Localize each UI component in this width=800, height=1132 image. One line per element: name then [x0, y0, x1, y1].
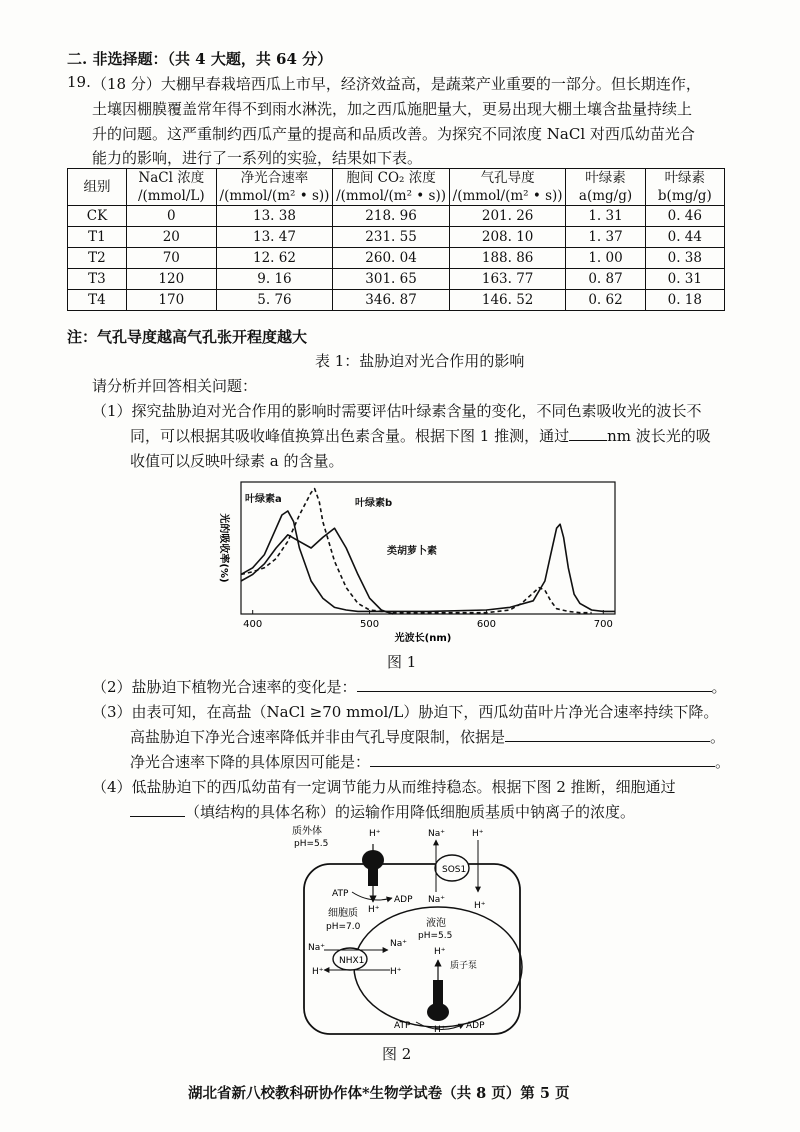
table-cell: 1. 37	[566, 227, 645, 248]
table-cell: 20	[126, 227, 216, 248]
answer-blank-wavelength[interactable]	[569, 440, 607, 441]
table-row	[68, 248, 725, 269]
x-axis-label: 光波长(nm)	[394, 633, 452, 644]
table-cell: 1. 31	[566, 206, 645, 227]
sub1-line-1: （1）探究盐胁迫对光合作用的影响时需要评估叶绿素含量的变化，不同色素吸收光的波长不	[92, 402, 702, 420]
adp-label-bottom: ADP	[466, 1021, 485, 1031]
series-label: 类胡萝卜素	[387, 546, 437, 557]
table-cell: T3	[68, 269, 127, 290]
outside-ph-label: pH=5.5	[294, 839, 329, 849]
sub4-line-2	[130, 801, 635, 822]
table-cell: CK	[68, 206, 127, 227]
table-cell: 146. 52	[449, 290, 566, 311]
x-tick-label: 700	[593, 619, 613, 630]
vacuole-label: 液泡	[426, 918, 446, 929]
na-plus-in-label: Na⁺	[428, 895, 445, 905]
sub4-line-1: （4）低盐胁迫下的西瓜幼苗有一定调节能力从而维持稳态。根据下图 2 推断，细胞通过	[92, 778, 676, 796]
sub1-line-2-text: 同，可以根据其吸收峰值换算出色素含量。根据下图 1 推测，通过	[130, 427, 570, 445]
table-header	[449, 169, 566, 206]
table-cell: 12. 62	[216, 248, 333, 269]
question-intro-line-3: 升的问题。这严重制约西瓜产量的提高和品质改善。为探究不同浓度 NaCl 对西瓜幼苗光合	[92, 125, 695, 143]
analysis-prompt: 请分析并回答相关问题：	[92, 377, 258, 395]
table-row	[68, 290, 725, 311]
table-cell: 120	[126, 269, 216, 290]
table-cell: 9. 16	[216, 269, 333, 290]
ion-transport-diagram	[290, 822, 530, 1040]
table-cell: 260. 04	[333, 248, 450, 269]
table-cell: 218. 96	[333, 206, 450, 227]
na-plus-cyto-label: Na⁺	[308, 943, 325, 953]
table-row	[68, 206, 725, 227]
table-cell: 201. 26	[449, 206, 566, 227]
question-intro-line-1: （18 分）大棚早春栽培西瓜上市早，经济效益高，是蔬菜产业重要的一部分。但长期连作，	[92, 75, 701, 93]
table-header	[216, 169, 333, 206]
table-row	[68, 227, 725, 248]
sub3-line-1: （3）由表可知，在高盐（NaCl ≥70 mmol/L）胁迫下，西瓜幼苗叶片净光合速率持续下降。	[92, 703, 719, 721]
h-plus-vacuole-label: H⁺	[390, 967, 402, 977]
series-label: 叶绿素a	[245, 494, 282, 505]
sub2-text	[92, 676, 727, 697]
table-header	[126, 169, 216, 206]
table-cell: 5. 76	[216, 290, 333, 311]
h-plus-in-sos1-label: H⁺	[474, 901, 486, 911]
h-plus-bottom-label: H⁺	[434, 1025, 446, 1035]
sub3-line-2	[130, 726, 725, 747]
table-cell: 13. 47	[216, 227, 333, 248]
table-header-label: 组别	[83, 179, 111, 195]
nhx1-label: NHX1	[339, 956, 365, 966]
h-plus-cyto-label: H⁺	[312, 967, 324, 977]
table-header	[645, 169, 724, 206]
table-cell: 0. 87	[566, 269, 645, 290]
outside-label: 质外体	[292, 826, 322, 837]
table-cell: 13. 38	[216, 206, 333, 227]
membrane-proton-pump	[362, 844, 384, 902]
table-cell: 0	[126, 206, 216, 227]
adp-label-top: ADP	[394, 895, 413, 905]
h-plus-out-sos1-label: H⁺	[472, 829, 484, 839]
table-header	[566, 169, 645, 206]
question-intro-line-4: 能力的影响，进行了一系列的实验，结果如下表。	[92, 149, 423, 167]
cytoplasm-label: 细胞质	[328, 908, 358, 919]
table-cell: 0. 31	[645, 269, 724, 290]
table-header-unit: /(mmol/(m² • s))	[336, 188, 446, 204]
h-plus-out-label: H⁺	[369, 829, 381, 839]
table-header-label: 净光合速率	[240, 170, 309, 186]
na-plus-vacuole-label: Na⁺	[390, 939, 407, 949]
table-cell: 231. 55	[333, 227, 450, 248]
table-header-label: 气孔导度	[480, 170, 535, 186]
atp-label-top: ATP	[332, 889, 349, 899]
table-header-label: 胞间 CO₂ 浓度	[346, 170, 436, 186]
table-cell: 188. 86	[449, 248, 566, 269]
table-header-label: NaCl 浓度	[138, 170, 205, 186]
vacuole-proton-pump	[427, 960, 449, 1021]
page-footer: 湖北省新八校教科研协作体*生物学试卷（共 8 页）第 5 页	[188, 1085, 570, 1102]
table-note: 注：气孔导度越高气孔张开程度越大	[67, 328, 308, 346]
na-plus-out-label: Na⁺	[428, 829, 445, 839]
absorption-spectrum-chart	[205, 476, 625, 646]
x-tick-label: 400	[243, 619, 263, 630]
table-cell: T1	[68, 227, 127, 248]
table-cell: T2	[68, 248, 127, 269]
answer-blank-evidence[interactable]	[505, 741, 710, 742]
series-line-2	[241, 528, 393, 614]
table-header-unit: /(mmol/(m² • s))	[219, 188, 330, 204]
sos1-label: SOS1	[442, 865, 467, 875]
sub3-line-3-end: 。	[715, 753, 731, 771]
table-cell: 0. 46	[645, 206, 724, 227]
table-header-unit: b(mg/g)	[657, 188, 712, 204]
table-cell: 0. 62	[566, 290, 645, 311]
answer-blank-reason[interactable]	[370, 766, 715, 767]
h-plus-vacuole-in-label: H⁺	[434, 947, 446, 957]
table-row	[68, 269, 725, 290]
question-intro-line-2: 土壤因棚膜覆盖常年得不到雨水淋洗，加之西瓜施肥量大，更易出现大棚土壤含盐量持续上	[92, 100, 693, 118]
sub3-line-3	[130, 751, 730, 772]
x-tick-label: 500	[360, 619, 380, 630]
table-cell: 0. 18	[645, 290, 724, 311]
sub2-question: （2）盐胁迫下植物光合速率的变化是：	[92, 678, 357, 696]
table-cell: 208. 10	[449, 227, 566, 248]
answer-blank-structure[interactable]	[130, 816, 185, 817]
sub2-end: 。	[711, 678, 727, 696]
table-cell: 70	[126, 248, 216, 269]
question-number: 19.	[67, 73, 91, 91]
table-header-unit: /(mmol/(m² • s))	[452, 188, 563, 204]
sub1-line-2	[130, 425, 711, 446]
table-header	[333, 169, 450, 206]
cytoplasm-ph-label: pH=7.0	[326, 922, 361, 932]
sub1-line-2-tail: nm 波长光的吸	[607, 427, 711, 445]
table-caption: 表 1：盐胁迫对光合作用的影响	[315, 352, 525, 370]
sub4-line-2-text: （填结构的具体名称）的运输作用降低细胞质基质中钠离子的浓度。	[185, 803, 636, 821]
table-header-unit: /(mmol/L)	[137, 188, 205, 204]
atp-label-bottom: ATP	[394, 1021, 411, 1031]
sub3-line-2-text: 高盐胁迫下净光合速率降低并非由气孔导度限制，依据是	[130, 728, 506, 746]
sub3-line-3-text: 净光合速率下降的具体原因可能是：	[130, 753, 371, 771]
sub1-line-3: 收值可以反映叶绿素 a 的含量。	[130, 452, 344, 470]
proton-pump-label: 质子泵	[450, 961, 478, 971]
figure1-caption: 图 1	[387, 653, 417, 671]
vacuole-ph-label: pH=5.5	[418, 931, 453, 941]
table-cell: 301. 65	[333, 269, 450, 290]
table-header-row	[68, 169, 725, 206]
table-cell: 0. 44	[645, 227, 724, 248]
series-line-0	[241, 511, 615, 611]
x-tick-label: 600	[476, 619, 496, 630]
table-header-unit: a(mg/g)	[578, 188, 633, 204]
table-cell: 163. 77	[449, 269, 566, 290]
series-label: 叶绿素b	[355, 498, 393, 509]
table-header-label: 叶绿素	[585, 170, 626, 186]
table-header-label: 叶绿素	[664, 170, 706, 186]
table-cell: 1. 00	[566, 248, 645, 269]
answer-blank-rate-change[interactable]	[357, 691, 712, 692]
section-title: 二. 非选择题：（共 4 大题，共 64 分）	[67, 50, 333, 68]
y-axis-label: 光的吸收率(%)	[218, 513, 229, 583]
table-cell: 170	[126, 290, 216, 311]
table-cell: T4	[68, 290, 127, 311]
results-table	[67, 168, 725, 311]
h-plus-in-label-top: H⁺	[368, 905, 380, 915]
sub3-line-2-end: 。	[710, 728, 726, 746]
table-cell: 0. 38	[645, 248, 724, 269]
figure2-caption: 图 2	[382, 1045, 412, 1063]
table-header	[68, 169, 127, 206]
table-cell: 346. 87	[333, 290, 450, 311]
